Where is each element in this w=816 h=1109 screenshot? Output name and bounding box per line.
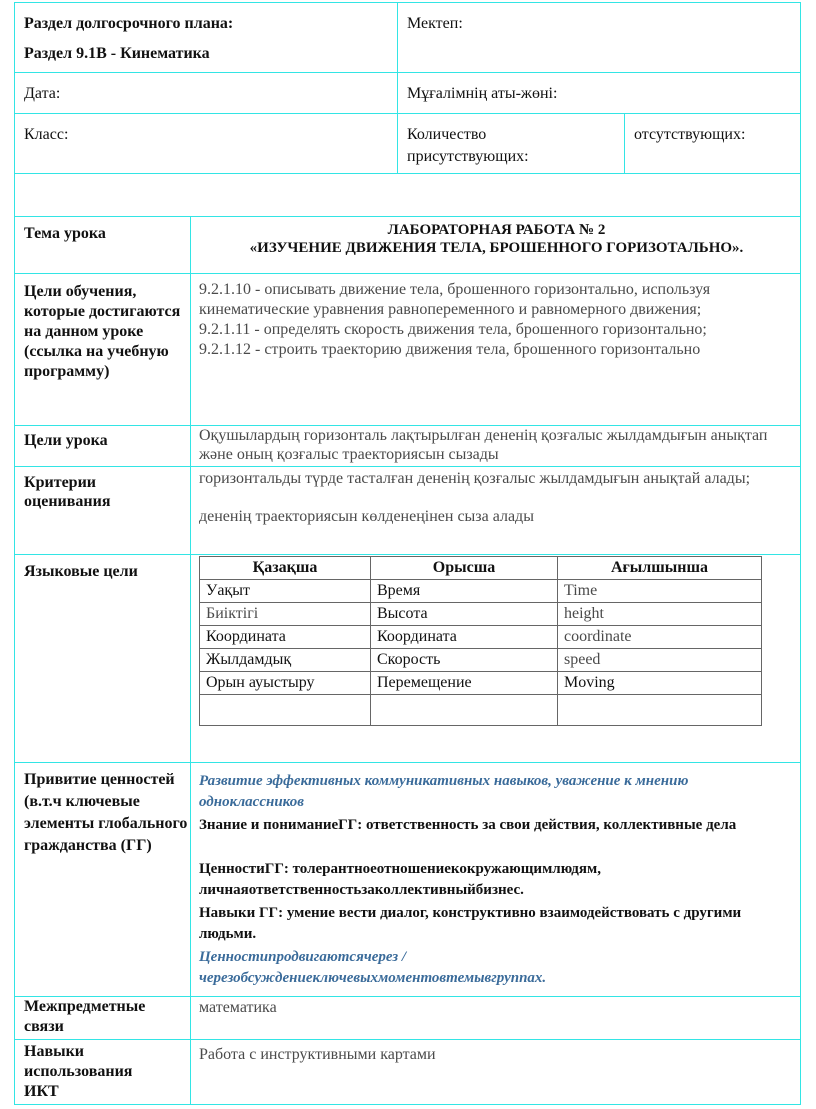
vocab-cell [558,695,762,726]
values-skills: Навыки ГГ: умение вести диалог, конструктивно взаимодействовать с другими людьми. [199,905,742,942]
vocab-cell: Высота [371,603,558,626]
lesson-goals-value-cell [190,425,801,467]
vocab-cell: Орын ауыстыру [200,672,371,695]
lesson-goals-label: Цели урока [24,432,108,449]
vocab-cell: Уақыт [200,580,371,603]
vocab-cell: Время [371,580,558,603]
interdisciplinary-value-cell [190,996,801,1040]
spacer-row [14,173,801,217]
topic-label: Тема урока [24,225,106,242]
teacher-label: Мұғалімнің аты-жөні: [407,85,558,102]
lesson-goals-label-cell [14,425,191,467]
vocab-cell: Биіктігі [200,603,371,626]
values-knowledge: Знание и пониманиеГГ: ответственность за свои действия, коллективные дела [199,817,737,833]
present-cell [397,113,625,174]
vocab-row [200,672,762,695]
criteria-line-2: дененің траекториясын көлденеңінен сыза алады [199,508,534,525]
vocab-row-empty [200,695,762,726]
ict-value-cell [190,1039,801,1105]
lesson-plan-document [14,2,801,1105]
interdisciplinary-text: математика [199,999,277,1016]
learning-goals-label-cell [14,273,191,426]
vocab-cell: height [558,603,762,626]
learning-goal-2: 9.2.1.11 - определять скорость движения тела, брошенного горизонтально; [199,321,707,338]
vocab-header-row [200,557,762,580]
vocab-cell: Moving [558,672,762,695]
criteria-value-cell [190,466,801,555]
values-intro: Развитие эффективных коммуникативных навыков, уважение к мнению одноклассников [199,773,689,810]
interdisciplinary-label-cell [14,996,191,1040]
topic-value-cell [190,216,801,274]
topic-title-line1: ЛАБОРАТОРНАЯ РАБОТА № 2 [387,222,606,238]
vocab-header-kazakh: Қазақша [200,557,371,580]
vocab-cell: Координата [200,626,371,649]
vocab-cell: Координата [371,626,558,649]
ict-label: Навыки использования ИКТ [24,1043,133,1100]
present-label: Количество присутствующих: [407,126,529,165]
interdisciplinary-label: Межпредметные связи [24,998,146,1035]
vocab-cell: Жылдамдық [200,649,371,672]
plan-section-label: Раздел долгосрочного плана: [24,15,234,32]
vocab-cell: Скорость [371,649,558,672]
vocab-row [200,649,762,672]
school-label: Мектеп: [407,15,463,32]
vocab-row [200,580,762,603]
ict-label-cell [14,1039,191,1105]
vocab-header-russian: Орысша [371,557,558,580]
lesson-goals-text: Оқушылардың горизонталь лақтырылған дененің қозғалыс жылдамдығын анықтап және оның қозғалыс траекториясын сызады [199,427,768,463]
criteria-line-1: горизонтальды түрде тасталған дененің қозғалыс жылдамдығын анықтай алады; [199,470,751,487]
vocab-row [200,603,762,626]
values-label: Привитие ценностей (в.т.ч ключевые элементы глобального гражданства (ГГ) [24,771,188,854]
learning-goal-1: 9.2.1.10 - описывать движение тела, брошенного горизонтально, используя кинематические уравнения равнопеременного и равномерного движения; [199,281,711,318]
vocab-header-english: Ағылшынша [558,557,762,580]
learning-goals-label: Цели обучения, которые достигаются на данном уроке (ссылка на учебную программу) [24,283,181,380]
vocab-cell [371,695,558,726]
values-promoted: Ценностипродвигаютсячерез /черезобсуждениеключевыхмоментовтемывгруппах. [199,949,547,986]
values-label-cell [14,762,191,997]
teacher-cell [397,72,801,114]
vocab-cell: speed [558,649,762,672]
values-gg: ЦенностиГГ: толерантноеотношениекокружающимлюдям, личнаяответственностьзаколлективныйбизнес. [199,861,601,898]
vocab-cell [200,695,371,726]
learning-goal-3: 9.2.1.12 - строить траекторию движения тела, брошенного горизонтально [199,341,701,358]
language-goals-label-cell [14,554,191,763]
topic-title-line2: «ИЗУЧЕНИЕ ДВИЖЕНИЯ ТЕЛА, БРОШЕННОГО ГОРИЗОТАЛЬНО». [249,240,744,256]
vocab-row [200,626,762,649]
absent-label: отсутствующих: [634,126,746,143]
topic-label-cell [14,216,191,274]
criteria-label-cell [14,466,191,555]
class-label: Класс: [24,126,69,143]
language-goals-label: Языковые цели [24,563,138,580]
vocab-cell: Time [558,580,762,603]
vocab-cell: coordinate [558,626,762,649]
date-cell [14,72,398,114]
values-value-cell [190,762,801,997]
vocabulary-table [199,556,762,726]
absent-cell [624,113,801,174]
school-cell [397,2,801,73]
vocab-cell: Перемещение [371,672,558,695]
date-label: Дата: [24,85,61,102]
learning-goals-value-cell [190,273,801,426]
class-cell [14,113,398,174]
plan-section-value: Раздел 9.1В - Кинематика [24,45,210,62]
plan-section-cell [14,2,398,73]
ict-text: Работа с инструктивными картами [199,1046,436,1063]
criteria-label: Критерии оценивания [24,474,111,510]
